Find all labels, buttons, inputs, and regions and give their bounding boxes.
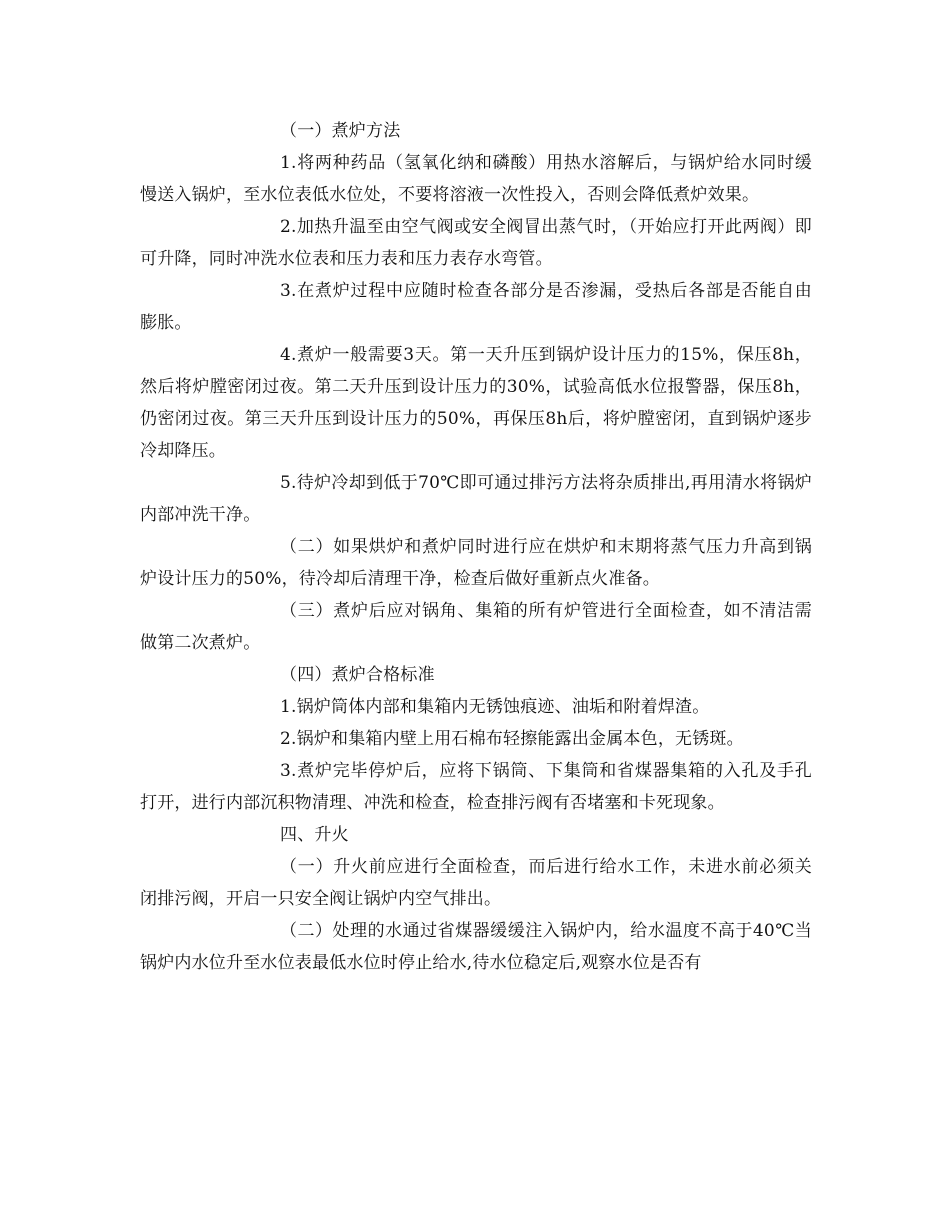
paragraph-standard-1: 1.锅炉筒体内部和集箱内无锈蚀痕迹、油垢和附着焊渣。 bbox=[280, 697, 710, 717]
heading-boiling-method: （一）煮炉方法 bbox=[280, 121, 401, 141]
heading-ignition: 四、升火 bbox=[280, 825, 349, 845]
heading-qualification-standard: （四）煮炉合格标准 bbox=[280, 665, 435, 685]
document-body bbox=[140, 115, 812, 979]
paragraph-ignition-2: （二）处理的水通过省煤器缓缓注入锅炉内，给水温度不高于40℃当锅炉内水位升至水位表最低水位时停止给水,待水位稳定后,观察水位是否有 bbox=[140, 921, 812, 973]
paragraph-ignition-1: （一）升火前应进行全面检查，而后进行给水工作，未进水前必须关闭排污阀，开启一只安全阀让锅炉内空气排出。 bbox=[140, 857, 812, 909]
paragraph-standard-3: 3.煮炉完毕停炉后，应将下锅筒、下集筒和省煤器集箱的入孔及手孔打开，进行内部沉积物清理、冲洗和检查，检查排污阀有否堵塞和卡死现象。 bbox=[140, 761, 812, 813]
paragraph-step-1: 1.将两种药品（氢氧化纳和磷酸）用热水溶解后，与锅炉给水同时缓慢送入锅炉，至水位表低水位处，不要将溶液一次性投入，否则会降低煮炉效果。 bbox=[140, 153, 812, 205]
paragraph-step-5: 5.待炉冷却到低于70℃即可通过排污方法将杂质排出,再用清水将锅炉内部冲洗干净。 bbox=[140, 473, 812, 525]
paragraph-step-2: 2.加热升温至由空气阀或安全阀冒出蒸气时，（开始应打开此两阀）即可升降，同时冲洗水位表和压力表和压力表存水弯管。 bbox=[140, 217, 812, 269]
paragraph-standard-2: 2.锅炉和集箱内壁上用石棉布轻擦能露出金属本色，无锈斑。 bbox=[280, 729, 744, 749]
paragraph-section-2: （二）如果烘炉和煮炉同时进行应在烘炉和末期将蒸气压力升高到锅炉设计压力的50%，待冷却后清理干净，检查后做好重新点火准备。 bbox=[140, 537, 812, 589]
paragraph-step-3: 3.在煮炉过程中应随时检查各部分是否渗漏，受热后各部是否能自由膨胀。 bbox=[140, 281, 812, 333]
paragraph-step-4: 4.煮炉一般需要3天。第一天升压到锅炉设计压力的15%，保压8h，然后将炉膛密闭过夜。第二天升压到设计压力的30%，试验高低水位报警器，保压8h，仍密闭过夜。第三天升压到设计压力的50%，再保压8h后，将炉膛密闭，直到锅炉逐步冷却降压。 bbox=[140, 345, 812, 461]
paragraph-section-3: （三）煮炉后应对锅角、集箱的所有炉管进行全面检查，如不清洁需做第二次煮炉。 bbox=[140, 601, 812, 653]
